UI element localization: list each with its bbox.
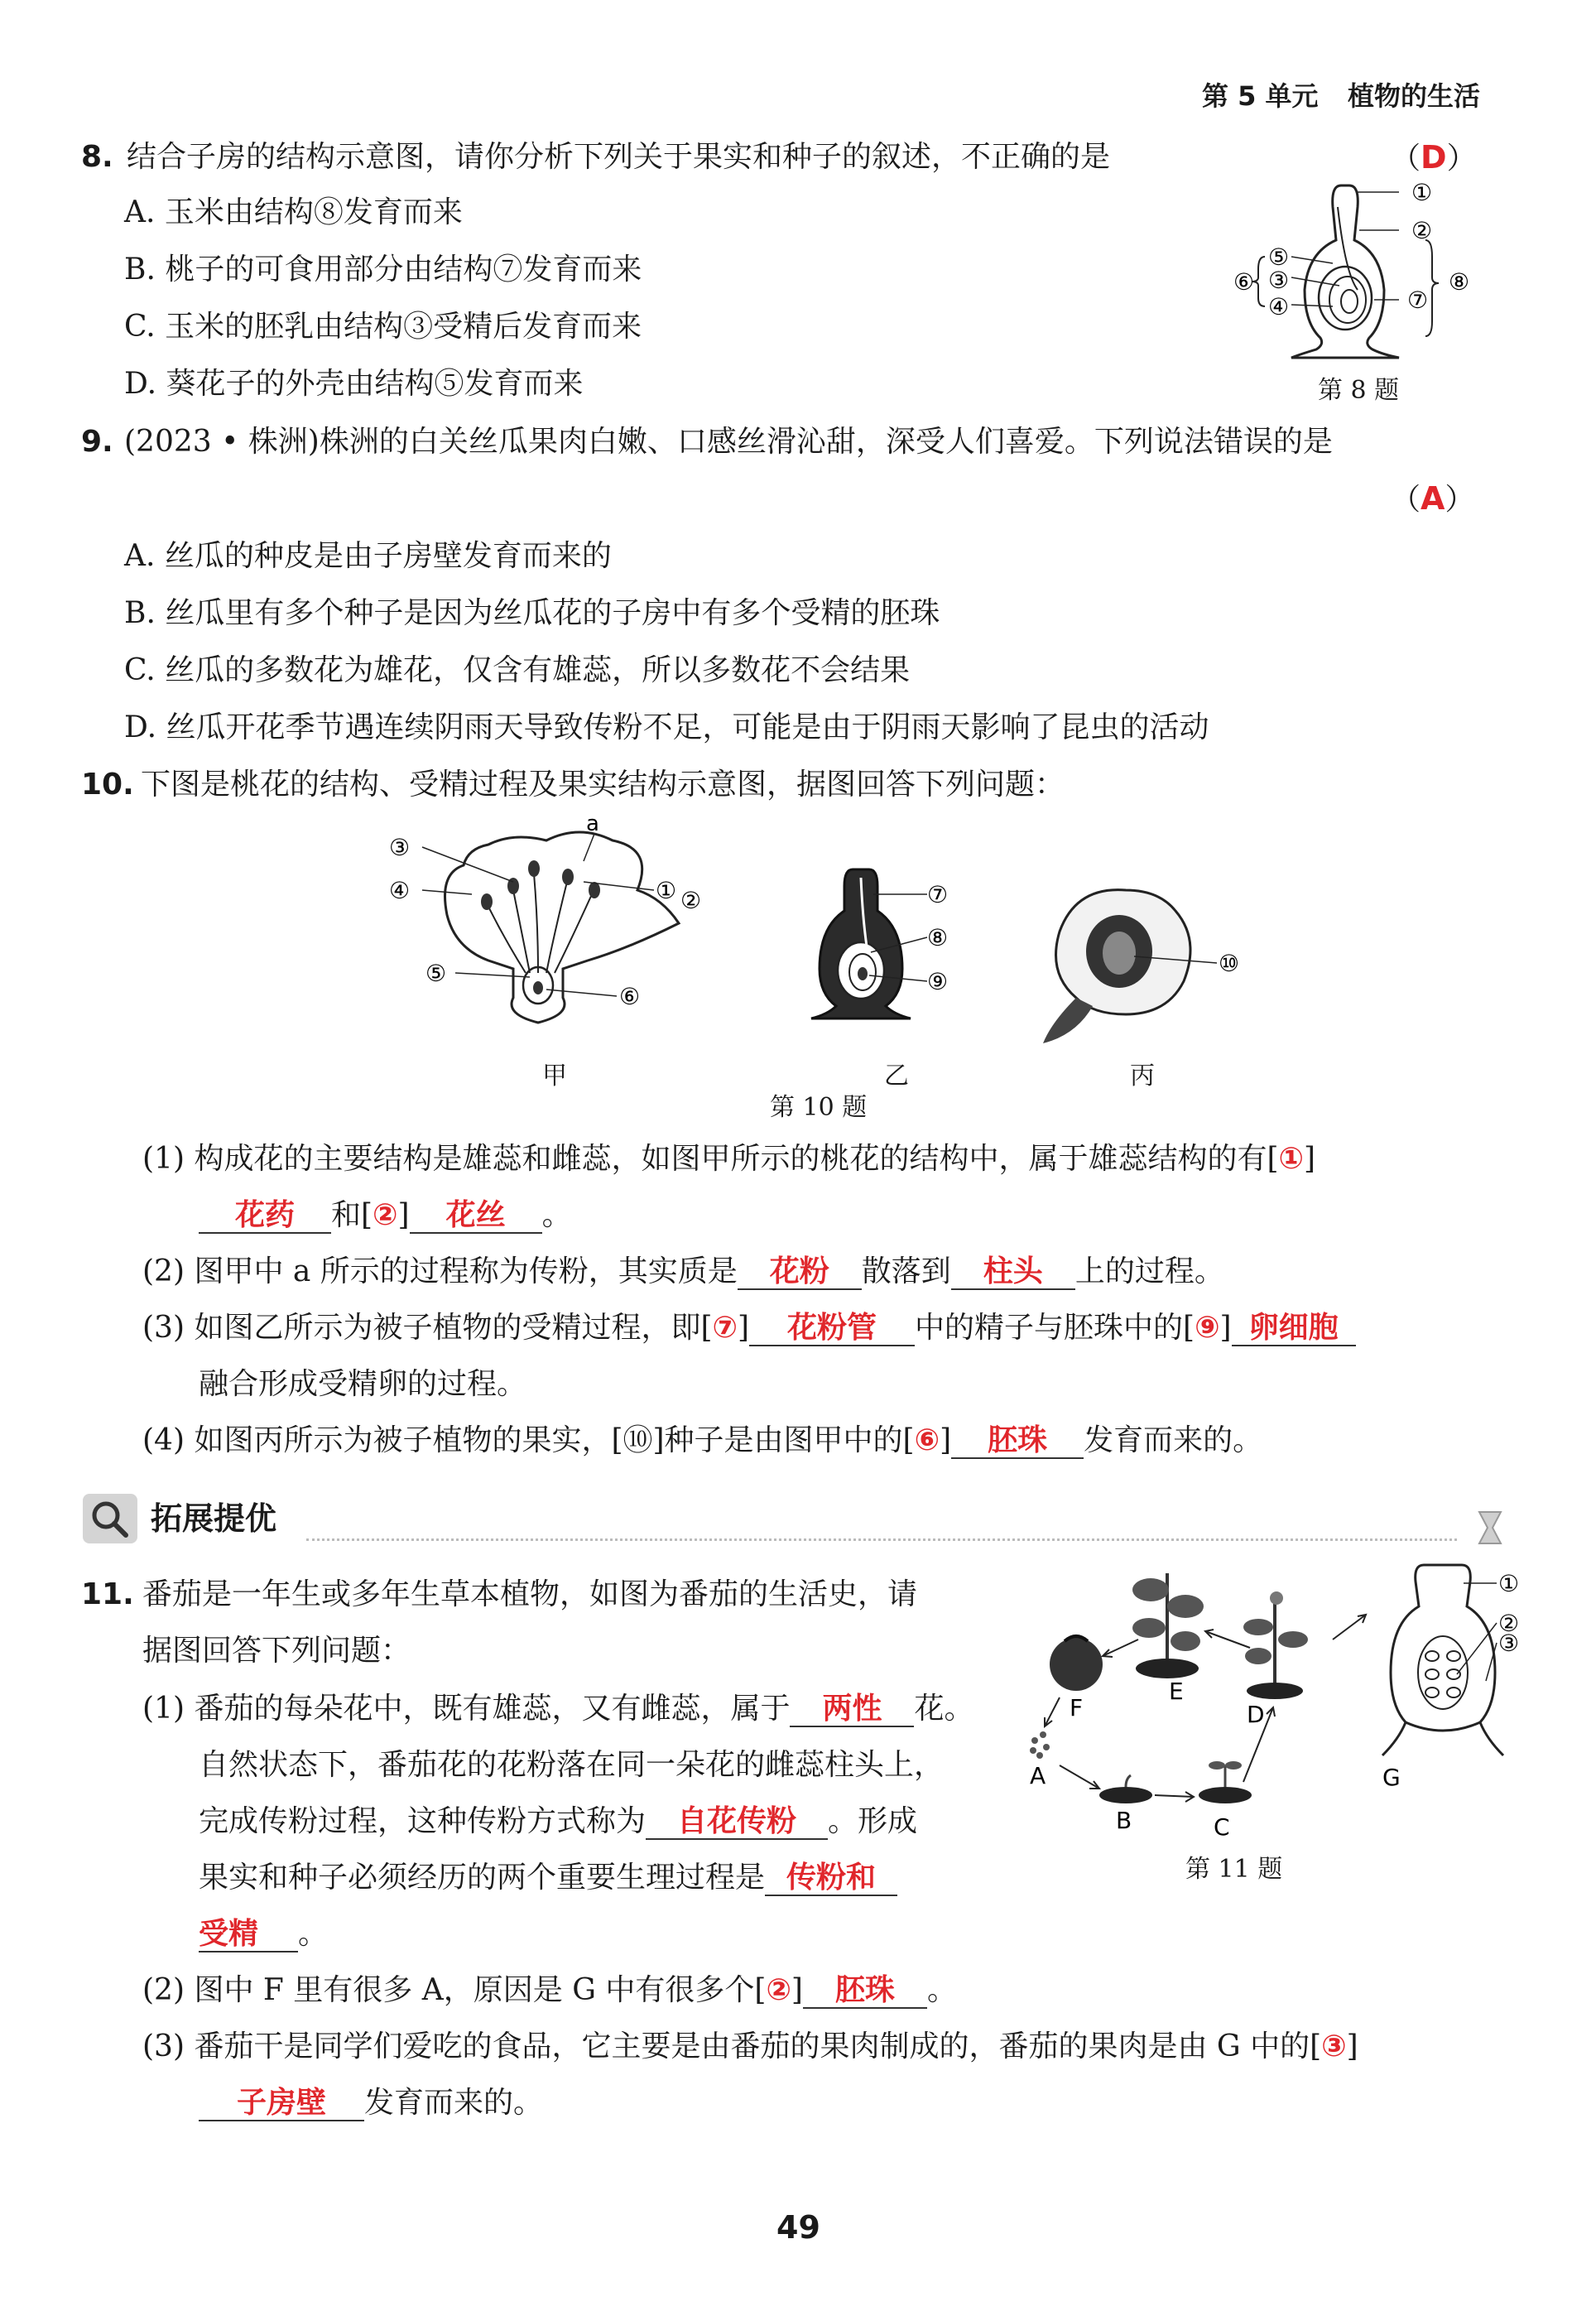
stage-b-seedling — [1099, 1775, 1152, 1803]
label-6: ⑥ — [619, 983, 641, 1010]
q10-part3-line2: 融合形成受精卵的过程。 — [199, 1367, 527, 1401]
label-b: B — [1116, 1807, 1132, 1834]
q10-p1-answer4: 花丝 — [410, 1199, 542, 1234]
q11-p1-text1: (1) 番茄的每朵花中，既有雄蕊，又有雌蕊，属于 — [142, 1692, 791, 1726]
q10-p3-answer4: 卵细胞 — [1232, 1312, 1356, 1346]
bracket-close: ] — [1303, 1142, 1316, 1176]
q11-p3-lead: (3) 番茄干是同学们爱吃的食品，它主要是由番茄的果肉制成的，番茄的果肉是由 G 中的[ — [142, 2030, 1322, 2063]
page-number: 49 — [776, 2209, 820, 2246]
caption-jia: 甲 — [542, 1062, 567, 1091]
q11-p2-end: 。 — [926, 1973, 957, 2007]
q11-p1-text2: 花。 — [914, 1692, 974, 1726]
q10-part4 — [142, 1421, 1262, 1461]
q11-p3-answer1: ③ — [1321, 2030, 1347, 2063]
q10-p2-answer2: 柱头 — [951, 1255, 1075, 1290]
q11-part1-line5 — [199, 1914, 328, 1954]
paren-close: ） — [1445, 483, 1475, 517]
label-2: ② — [1498, 1610, 1520, 1637]
petals — [445, 832, 680, 1023]
q9-option-b: B. 丝瓜里有多个种子是因为丝瓜花的子房中有多个受精的胚珠 — [124, 596, 940, 630]
q10-p3-answer1: ⑦ — [712, 1311, 738, 1345]
q10-p1-answer3: ② — [373, 1198, 398, 1232]
magnifier-icon — [83, 1494, 137, 1543]
peach-fruit-figure — [1043, 882, 1267, 1047]
label-5: ⑤ — [425, 960, 447, 987]
q10-p3-answer3: ⑨ — [1195, 1311, 1220, 1345]
q10-p2-answer1: 花粉 — [738, 1255, 862, 1290]
caption-yi: 乙 — [884, 1062, 909, 1091]
q11-p1-text3: 完成传粉过程，这种传粉方式称为 — [199, 1804, 647, 1838]
q11-part3-line2 — [199, 2083, 543, 2123]
stage-c-seedling — [1199, 1761, 1252, 1803]
q10-p1-lead: (1) 构成花的主要结构是雄蕊和雌蕊，如图甲所示的桃花的结构中，属于雄蕊结构的有[ — [142, 1142, 1279, 1176]
q11-p3-end: 发育而来的。 — [364, 2086, 544, 2120]
q10-part1-line1 — [142, 1139, 1315, 1179]
label-10: ⑩ — [1219, 950, 1240, 977]
label-d: D — [1247, 1701, 1265, 1728]
q11-caption: 第 11 题 — [1185, 1855, 1283, 1884]
q10-p4-answer2: 胚珠 — [951, 1424, 1084, 1459]
q9-option-d: D. 丝瓜开花季节遇连续阴雨天导致传粉不足，可能是由于阴雨天影响了昆虫的活动 — [124, 710, 1209, 744]
q10-p3-mid: 中的精子与胚珠中的[ — [915, 1311, 1195, 1345]
q11-p2-answer1: ② — [766, 1973, 791, 2007]
q10-p2-end: 上的过程。 — [1074, 1254, 1224, 1288]
paren-close: ） — [1446, 142, 1477, 176]
stamens — [488, 874, 592, 973]
q8-stem: 结合子房的结构示意图，请你分析下列关于果实和种子的叙述，不正确的是 — [127, 140, 1111, 174]
label-6: ⑥ — [1233, 268, 1255, 296]
section-icon-box — [83, 1494, 137, 1543]
label-7: ⑦ — [1407, 286, 1429, 314]
q11-part3-line1 — [142, 2027, 1358, 2067]
paren-open: （ — [1391, 483, 1421, 517]
q9-option-a: A. 丝瓜的种皮是由子房壁发育而来的 — [124, 539, 612, 573]
label-9: ⑨ — [927, 968, 949, 995]
label-a: A — [1030, 1762, 1046, 1789]
bracket-close: ] — [791, 1973, 803, 2007]
q11-p1-answer1: 两性 — [790, 1692, 914, 1727]
q11-stem-line1: 番茄是一年生或多年生草本植物，如图为番茄的生活史，请 — [142, 1577, 918, 1611]
q10-p1-end: 。 — [541, 1198, 572, 1232]
paren-open: （ — [1391, 142, 1421, 176]
q11-p2-lead: (2) 图中 F 里有很多 A，原因是 G 中有很多个[ — [142, 1973, 767, 2007]
q9-stem: (2023 • 株洲)株洲的白关丝瓜果肉白嫩、口感丝滑沁甜，深受人们喜爱。下列说法错误的是 — [124, 425, 1333, 459]
bracket-close: ] — [737, 1311, 750, 1345]
q11-p1-answer4: 受精 — [199, 1918, 298, 1952]
q11-part2 — [142, 1971, 957, 2010]
ovary-outline — [1291, 185, 1399, 358]
bracket-close: ] — [940, 1423, 952, 1457]
q10-p4-lead: (4) 如图丙所示为被子植物的果实，[⑩]种子是由图甲中的[ — [142, 1423, 915, 1457]
stage-f-tomato — [1050, 1636, 1103, 1691]
peach-flower-figure — [389, 816, 728, 1039]
label-a: a — [586, 816, 599, 836]
q11-number: 11. — [81, 1577, 134, 1611]
q11-p1-answer2: 自花传粉 — [646, 1805, 828, 1840]
label-2: ② — [1411, 217, 1433, 244]
label-4: ④ — [1268, 293, 1290, 320]
stage-e-plant — [1132, 1573, 1204, 1678]
label-3: ③ — [1268, 267, 1290, 294]
q11-part1-line3 — [199, 1802, 917, 1842]
caption-bing: 丙 — [1130, 1062, 1155, 1091]
q10-p1-answer1: ① — [1278, 1142, 1304, 1176]
label-c: C — [1214, 1813, 1230, 1841]
q10-part1-line2 — [199, 1196, 572, 1235]
stage-g-pistil — [1382, 1565, 1503, 1755]
q10-p2-mid: 散落到 — [861, 1254, 951, 1288]
q11-part1-line2: 自然状态下，番茄花的花粉落在同一朵花的雌蕊柱头上， — [199, 1748, 945, 1782]
q8-option-c: C. 玉米的胚乳由结构③受精后发育而来 — [124, 310, 642, 344]
hourglass-icon — [1469, 1507, 1511, 1548]
label-3: ③ — [1498, 1630, 1520, 1657]
label-4: ④ — [389, 877, 411, 904]
tomato-life-cycle-figure — [1010, 1548, 1523, 1847]
q10-stem: 下图是桃花的结构、受精过程及果实结构示意图，据图回答下列问题： — [141, 768, 1065, 802]
q11-stem-line2: 据图回答下列问题： — [142, 1634, 411, 1668]
label-8: ⑧ — [927, 924, 949, 951]
label-1: ① — [1498, 1570, 1520, 1597]
q8-answer: D — [1421, 139, 1447, 176]
q10-part3-line1 — [142, 1308, 1356, 1348]
q11-p1-text5: 果实和种子必须经历的两个重要生理过程是 — [199, 1861, 766, 1895]
label-1: ① — [1411, 179, 1433, 206]
q11-part1-line4 — [199, 1858, 897, 1898]
q8-option-a: A. 玉米由结构⑧发育而来 — [124, 195, 463, 229]
label-2: ② — [680, 887, 702, 914]
q9-number: 9. — [81, 425, 113, 459]
cycle-arrows — [1045, 1615, 1366, 1802]
q11-p1-text4: 。形成 — [828, 1804, 918, 1838]
q8-option-d: D. 葵花子的外壳由结构⑤发育而来 — [124, 367, 584, 401]
header-title: 植物的生活 — [1348, 80, 1481, 112]
stage-a-seeds — [1030, 1731, 1050, 1759]
q9-option-c: C. 丝瓜的多数花为雄花，仅含有雄蕊，所以多数花不会结果 — [124, 653, 911, 687]
bracket-close: ] — [1346, 2030, 1358, 2063]
label-g: G — [1382, 1764, 1401, 1791]
ovary-structure-figure — [1233, 174, 1507, 364]
stage-d-plant — [1243, 1591, 1308, 1699]
label-5: ⑤ — [1268, 243, 1290, 271]
q10-p3-answer2: 花粉管 — [749, 1312, 915, 1346]
q11-p2-answer2: 胚珠 — [803, 1974, 927, 2009]
q11-p3-answer2: 子房壁 — [199, 2087, 364, 2121]
leaf — [1043, 998, 1093, 1043]
q10-part2 — [142, 1252, 1224, 1292]
q8-answer-paren — [1391, 137, 1477, 179]
q10-p1-answer2: 花药 — [199, 1199, 331, 1234]
bracket-close: ] — [1219, 1311, 1232, 1345]
q10-p3-lead: (3) 如图乙所示为被子植物的受精过程，即[ — [142, 1311, 713, 1345]
q10-caption: 第 10 题 — [770, 1093, 868, 1122]
header-unit: 第 5 单元 — [1202, 80, 1319, 112]
label-e: E — [1169, 1678, 1184, 1705]
label-8: ⑧ — [1449, 268, 1470, 296]
q11-p1-answer3: 传粉和 — [765, 1861, 897, 1896]
label-1: ① — [656, 877, 677, 904]
ovule-inner — [1329, 277, 1366, 323]
q11-part1-line1 — [142, 1689, 973, 1729]
q11-p1-text6: 。 — [298, 1917, 329, 1951]
fertilization-figure — [803, 861, 985, 1043]
q10-p4-answer1: ⑥ — [914, 1423, 940, 1457]
q9-answer-paren — [1391, 479, 1474, 520]
label-f: F — [1070, 1694, 1084, 1721]
q8-option-b: B. 桃子的可食用部分由结构⑦发育而来 — [124, 253, 642, 286]
label-3: ③ — [389, 834, 411, 861]
q8-number: 8. — [81, 140, 113, 174]
q10-number: 10. — [81, 768, 134, 802]
section-title: 拓展提优 — [151, 1500, 277, 1537]
bracket-close: ] — [397, 1198, 410, 1232]
label-7: ⑦ — [927, 881, 949, 908]
q10-p1-mid: 和[ — [331, 1198, 373, 1232]
q10-p4-end: 发育而来的。 — [1084, 1423, 1263, 1457]
q10-p2-lead: (2) 图甲中 a 所示的过程称为传粉，其实质是 — [142, 1254, 738, 1288]
section-divider — [306, 1538, 1457, 1541]
embryo-sac — [1341, 290, 1358, 313]
q9-answer: A — [1421, 480, 1445, 517]
q8-caption: 第 8 题 — [1318, 376, 1400, 405]
